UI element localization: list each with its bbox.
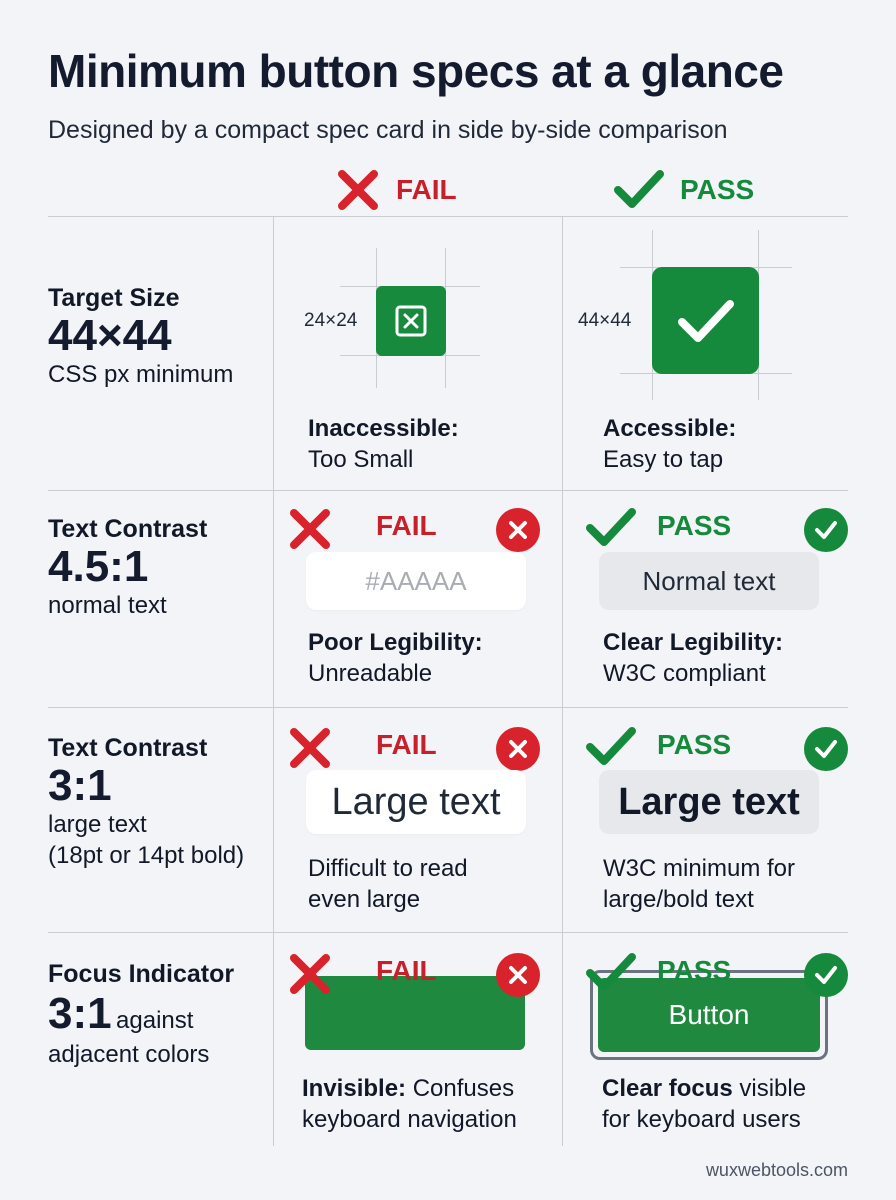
fail-badge-icon: [496, 727, 540, 771]
row-focus-indicator-label: [48, 960, 234, 1070]
row-value: 4.5:1: [48, 542, 149, 591]
page-title: Minimum button specs at a glance: [48, 45, 784, 97]
grid-line: [48, 216, 848, 217]
close-box-icon: [394, 304, 428, 338]
grid-line: [48, 490, 848, 491]
caption-bold: Inaccessible:: [308, 415, 459, 442]
caption-text: visible: [739, 1075, 807, 1102]
large-target-button: [652, 267, 759, 374]
row-name: Text Contrast: [48, 515, 208, 543]
row-value: 3:1: [48, 989, 112, 1038]
pass-caption: [603, 414, 736, 475]
row-sub: large text: [48, 811, 147, 839]
row-sub: CSS px minimum: [48, 361, 234, 389]
check-mark-icon: [614, 170, 664, 210]
footer-credit: wuxwebtools.com: [705, 1160, 848, 1180]
low-contrast-sample: [306, 552, 526, 610]
sample-text: Large text: [618, 780, 800, 823]
caption-bold: Clear Legibility:: [603, 629, 784, 656]
large-text-fail-sample: [306, 770, 526, 834]
row-sub: normal text: [48, 592, 167, 620]
pass-label: PASS: [657, 955, 732, 986]
fail-label: FAIL: [376, 955, 437, 986]
row-value: 3:1: [48, 761, 112, 810]
check-mark-icon: [586, 508, 636, 548]
fail-caption: [308, 854, 468, 915]
pass-caption: [603, 854, 795, 915]
caption-bold: Accessible:: [603, 415, 737, 442]
check-mark-icon: [586, 953, 636, 993]
caption-text: keyboard navigation: [302, 1105, 517, 1133]
fail-badge-icon: [496, 508, 540, 552]
page-subtitle: Designed by a compact spec card in side by-side comparison: [48, 116, 728, 144]
grid-line: [562, 216, 563, 1146]
fail-badge-icon: [496, 953, 540, 997]
pass-label: PASS: [657, 729, 732, 760]
caption-text: for keyboard users: [602, 1105, 801, 1133]
small-target-button: [376, 286, 446, 356]
pass-label: PASS: [657, 510, 732, 541]
unfocused-button-sample: [305, 976, 525, 1050]
x-mark-icon: [336, 168, 380, 212]
grid-line: [273, 216, 274, 1146]
fail-caption: [302, 1074, 517, 1135]
pass-dimension-label: 44×44: [578, 310, 632, 331]
row-name: Target Size: [48, 284, 180, 312]
sample-text: Normal text: [642, 565, 776, 596]
sample-text: #AAAAA: [365, 565, 467, 596]
row-value: 44×44: [48, 311, 172, 360]
fail-caption: [308, 414, 459, 475]
pass-column-label: PASS: [680, 174, 755, 205]
pass-caption: [603, 628, 783, 689]
fail-caption: [308, 628, 483, 689]
caption-text: Easy to tap: [603, 445, 724, 473]
caption-bold: Poor Legibility:: [308, 629, 483, 656]
caption-bold: Invisible:: [302, 1075, 407, 1102]
pass-column-header: [614, 168, 754, 212]
check-icon: [676, 298, 736, 344]
row-sub: against: [116, 1007, 194, 1034]
row-text-contrast-normal-label: [48, 515, 207, 621]
fail-column-header: [336, 168, 457, 212]
x-mark-icon: [288, 507, 332, 551]
row-name: Focus Indicator: [48, 960, 235, 988]
x-mark-icon: [288, 952, 332, 996]
pass-badge-icon: [804, 953, 848, 997]
large-text-pass-sample: [599, 770, 819, 834]
caption-text: large/bold text: [603, 885, 754, 913]
pass-badge-icon: [804, 727, 848, 771]
caption-text: Unreadable: [308, 659, 433, 687]
caption-text: even large: [308, 885, 421, 913]
fail-label: FAIL: [376, 510, 437, 541]
sample-text: Large text: [331, 780, 501, 823]
row-text-contrast-large-label: [48, 734, 244, 872]
grid-line: [48, 707, 848, 708]
grid-line: [48, 932, 848, 933]
caption-text: Difficult to read: [308, 855, 468, 882]
fail-column-label: FAIL: [396, 174, 457, 205]
caption-text: W3C minimum for: [603, 855, 796, 882]
check-mark-icon: [586, 727, 636, 767]
x-mark-icon: [288, 726, 332, 770]
button-label: Button: [668, 999, 750, 1030]
row-name: Text Contrast: [48, 734, 208, 762]
fail-label: FAIL: [376, 729, 437, 760]
caption-text: Confuses: [412, 1075, 515, 1102]
caption-text: Too Small: [308, 445, 414, 473]
row-sub-2: adjacent colors: [48, 1041, 210, 1068]
row-sub-2: (18pt or 14pt bold): [48, 842, 245, 870]
normal-contrast-sample: [599, 552, 819, 610]
fail-dimension-label: 24×24: [304, 310, 358, 331]
row-target-size-label: [48, 284, 233, 390]
pass-badge-icon: [804, 508, 848, 552]
caption-bold: Clear focus: [602, 1075, 733, 1102]
caption-text: W3C compliant: [603, 659, 766, 687]
pass-caption: [602, 1074, 806, 1135]
